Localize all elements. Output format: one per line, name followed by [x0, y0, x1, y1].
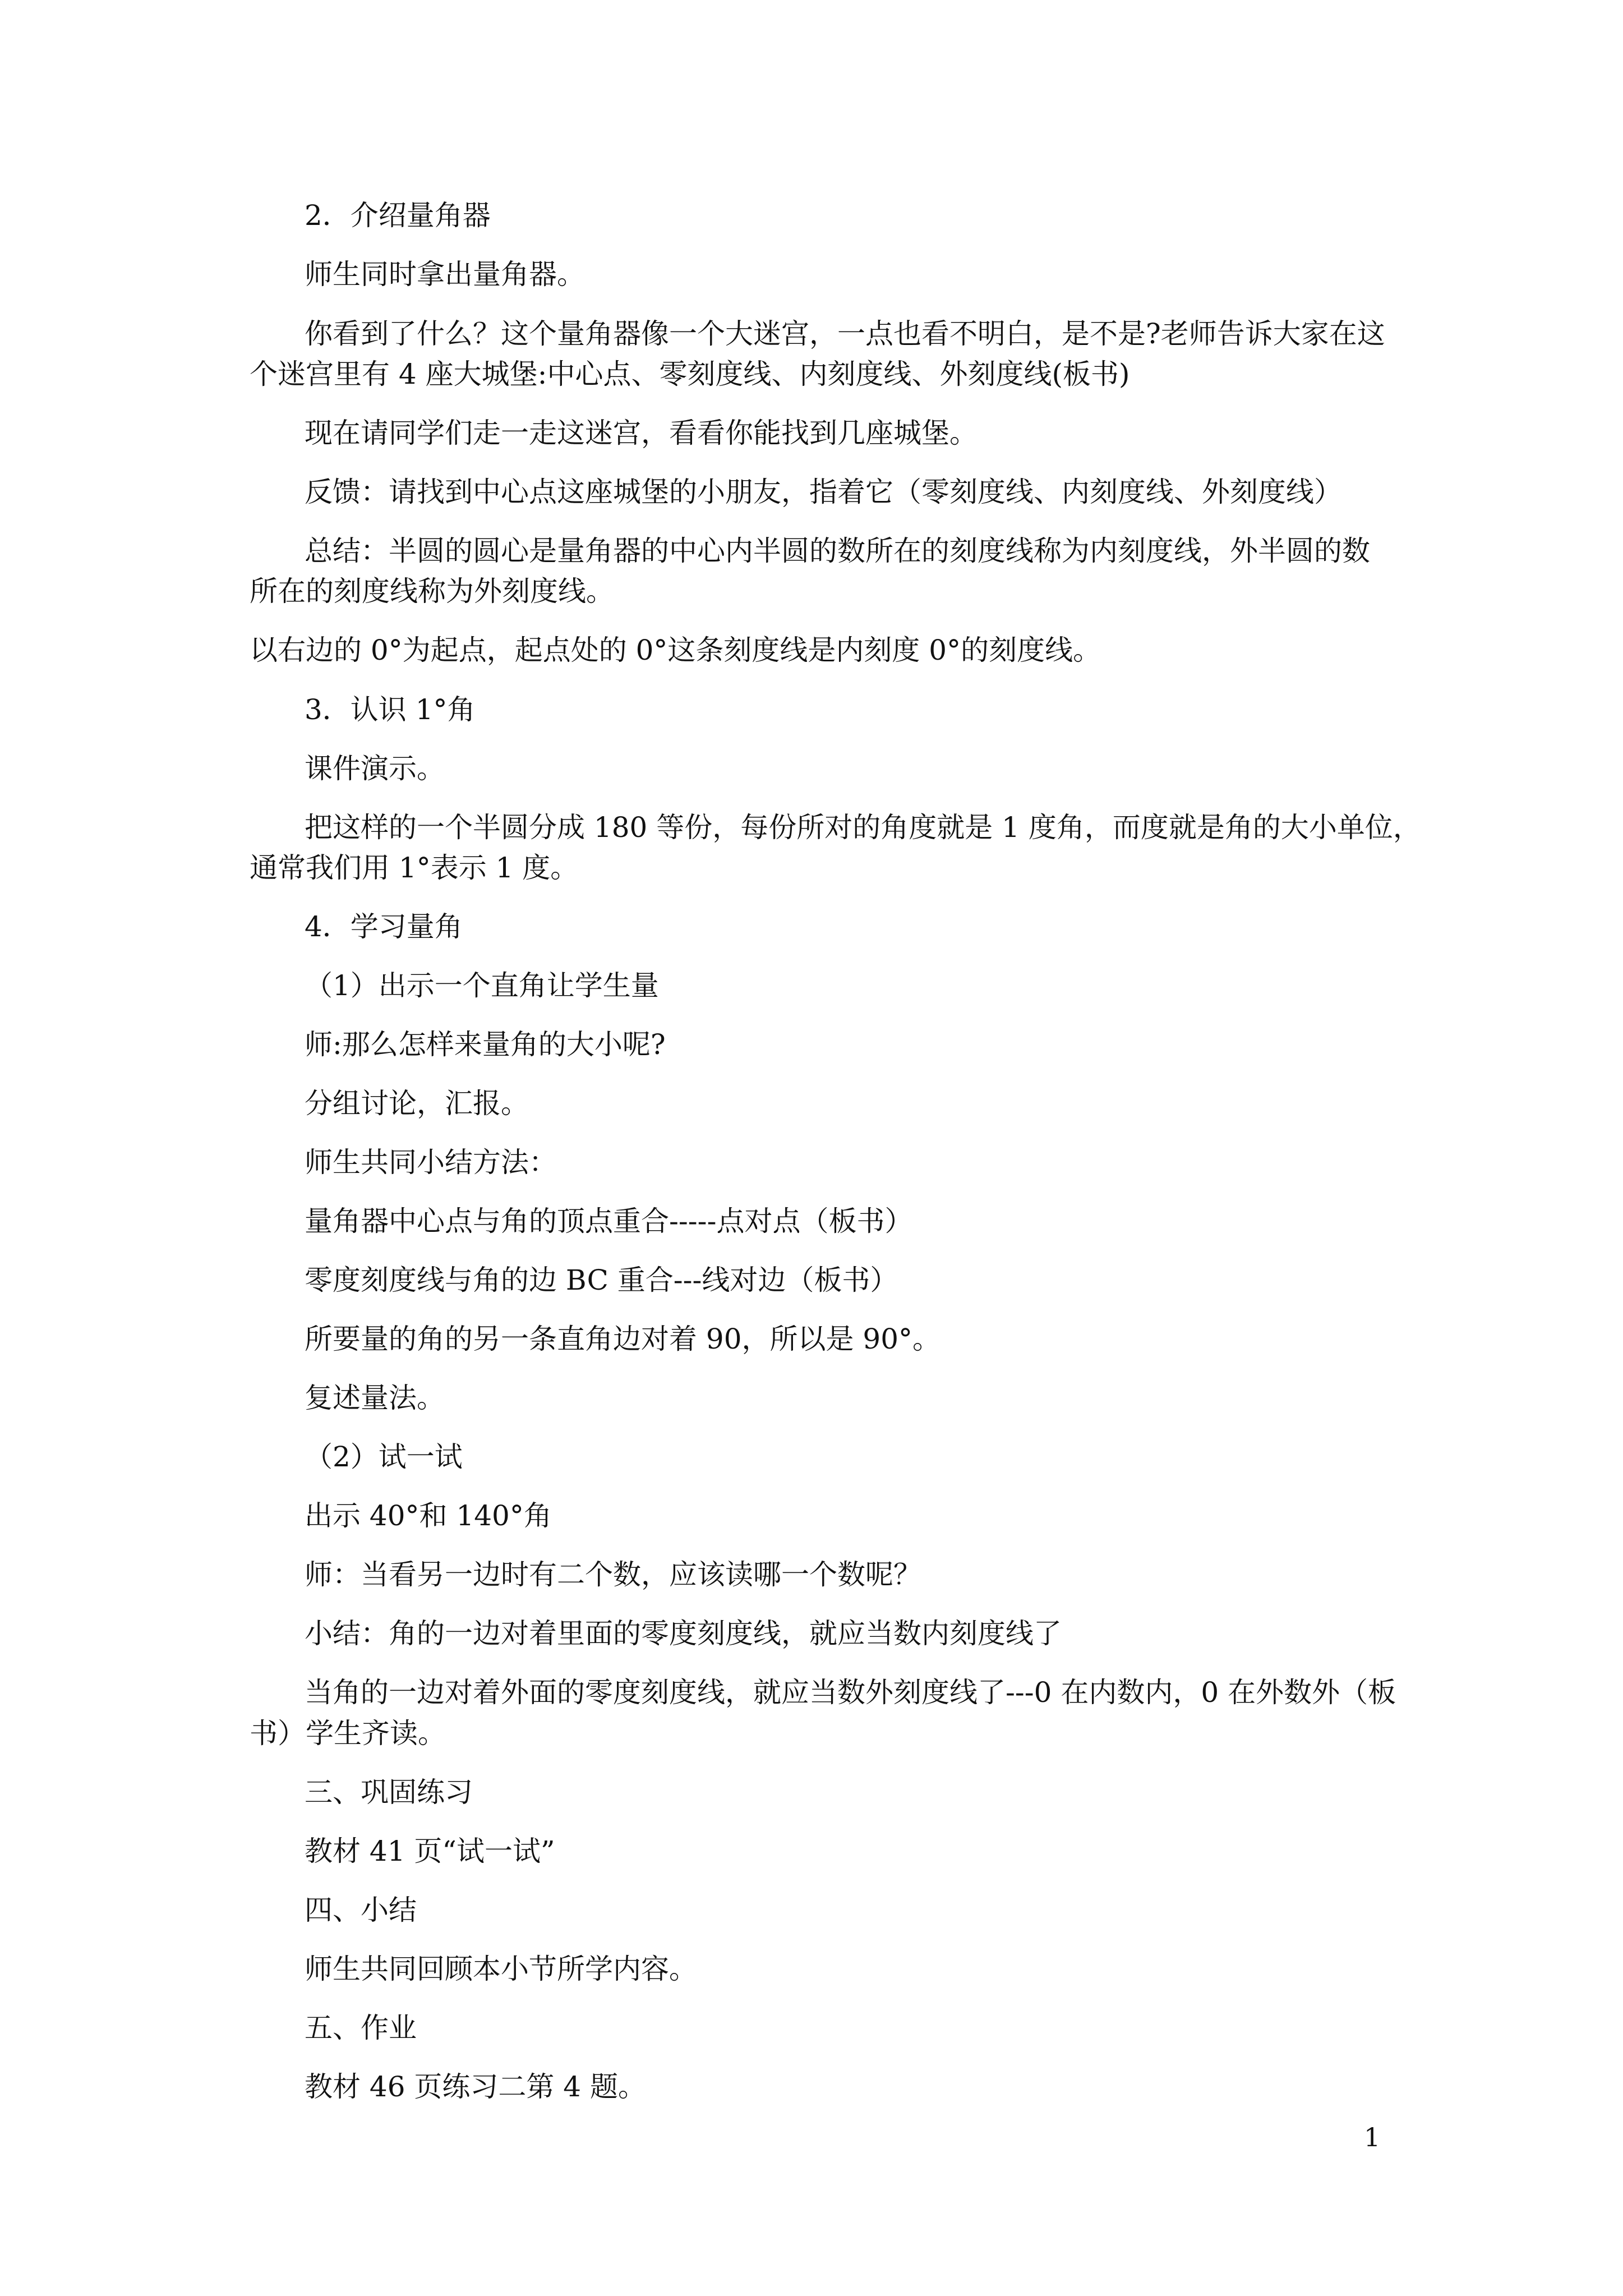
paragraph: 小结：角的一边对着里面的零度刻度线，就应当数内刻度线了: [305, 1617, 1062, 1650]
page-number: 1: [1364, 2122, 1381, 2152]
paragraph: 师生共同回顾本小节所学内容。: [305, 1953, 697, 1985]
paragraph: 零度刻度线与角的边 BC 重合---线对边（板书）: [305, 1264, 898, 1296]
paragraph: 教材 46 页练习二第 4 题。: [305, 2070, 647, 2103]
paragraph: 以右边的 0°为起点，起点处的 0°这条刻度线是内刻度 0°的刻度线。: [250, 634, 1101, 666]
heading-one-degree-angle: 3．认识 1°角: [305, 693, 476, 726]
paragraph: （1）出示一个直角让学生量: [305, 969, 659, 1002]
heading-learn-measuring: 4．学习量角: [305, 910, 463, 943]
paragraph: 师生同时拿出量角器。: [305, 258, 585, 291]
heading-introduce-protractor: 2．介绍量角器: [305, 199, 491, 232]
paragraph: 课件演示。: [305, 752, 445, 785]
paragraph: 师生共同小结方法：: [305, 1146, 557, 1179]
paragraph: 复述量法。: [305, 1382, 445, 1414]
paragraph-continuation: 通常我们用 1°表示 1 度。: [250, 852, 579, 884]
paragraph: 现在请同学们走一走这迷宫，看看你能找到几座城堡。: [305, 417, 978, 449]
paragraph: （2）试一试: [305, 1441, 463, 1473]
paragraph: 教材 41 页“试一试”: [305, 1835, 555, 1867]
paragraph-continuation: 书）学生齐读。: [250, 1717, 446, 1750]
paragraph: 总结：半圆的圆心是量角器的中心内半圆的数所在的刻度线称为内刻度线，外半圆的数: [305, 535, 1370, 567]
paragraph: 你看到了什么？这个量角器像一个大迷宫，一点也看不明白，是不是?老师告诉大家在这: [305, 318, 1385, 350]
paragraph: 师：当看另一边时有二个数，应该读哪一个数呢？: [305, 1558, 921, 1591]
paragraph: 量角器中心点与角的顶点重合-----点对点（板书）: [305, 1205, 913, 1237]
heading-summary: 四、小结: [305, 1894, 417, 1926]
paragraph: 所要量的角的另一条直角边对着 90，所以是 90°。: [305, 1323, 941, 1355]
paragraph: 师:那么怎样来量角的大小呢?: [305, 1028, 666, 1061]
paragraph: 出示 40°和 140°角: [305, 1499, 552, 1532]
paragraph: 当角的一边对着外面的零度刻度线，就应当数外刻度线了---0 在内数内，0 在外数外（板: [305, 1676, 1396, 1709]
paragraph-continuation: 所在的刻度线称为外刻度线。: [250, 575, 614, 608]
heading-consolidation-practice: 三、巩固练习: [305, 1776, 473, 1809]
paragraph: 把这样的一个半圆分成 180 等份，每份所对的角度就是 1 度角，而度就是角的大小单位，: [305, 811, 1421, 844]
paragraph-continuation: 个迷宫里有 4 座大城堡:中心点、零刻度线、内刻度线、外刻度线(板书): [250, 358, 1130, 390]
paragraph: 反馈：请找到中心点这座城堡的小朋友，指着它（零刻度线、内刻度线、外刻度线）: [305, 476, 1342, 508]
heading-homework: 五、作业: [305, 2012, 417, 2044]
paragraph: 分组讨论，汇报。: [305, 1087, 529, 1120]
